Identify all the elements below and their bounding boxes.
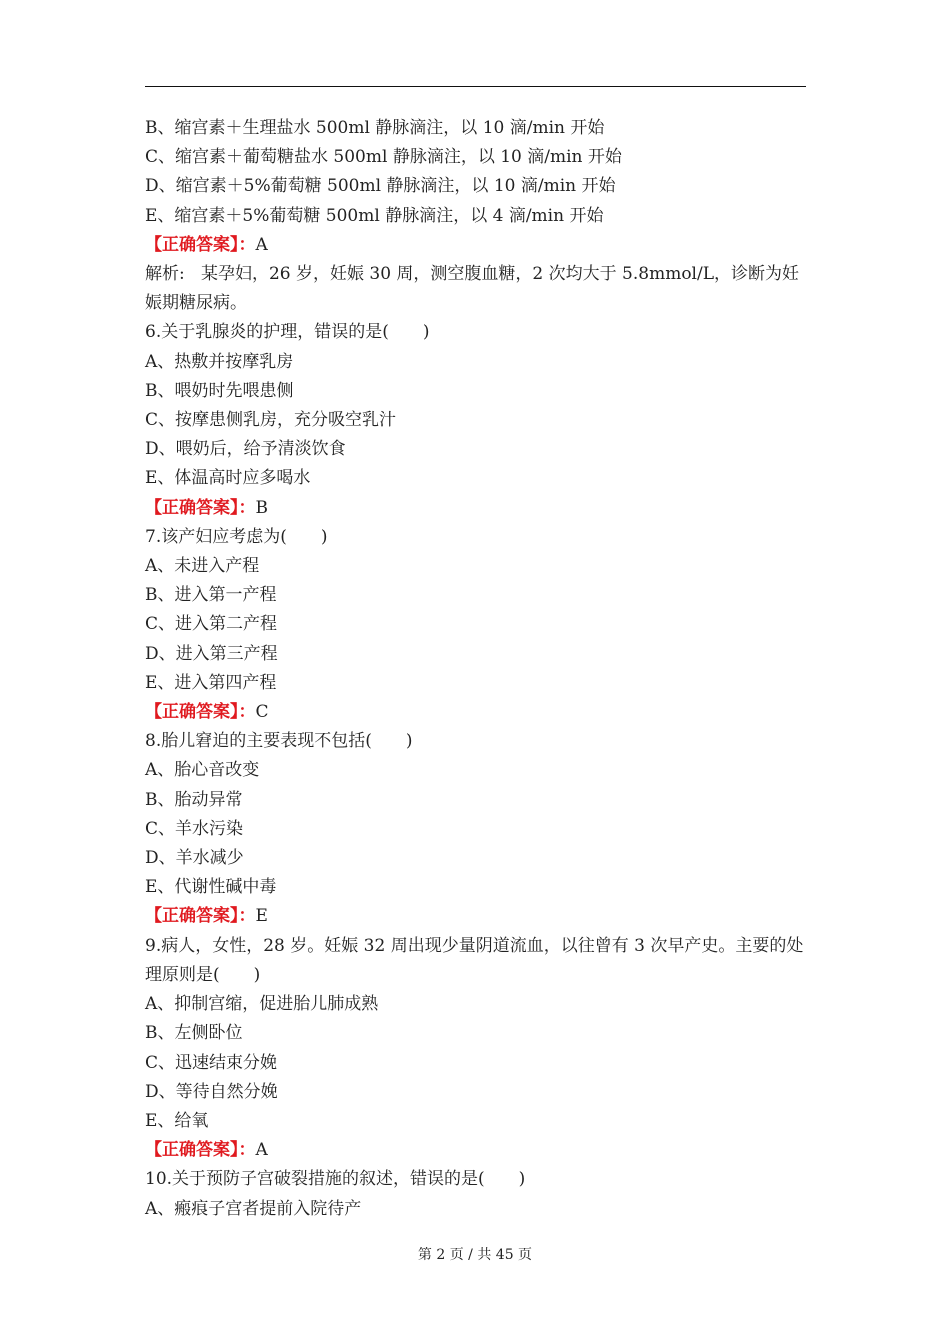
option-line: C、按摩患侧乳房，充分吸空乳汁	[145, 410, 397, 431]
option-line: D、缩宫素＋5%葡萄糖 500ml 静脉滴注，以 10 滴/min 开始	[145, 176, 616, 197]
option-line: D、喂奶后，给予清淡饮食	[145, 439, 346, 460]
answer-value: E	[255, 906, 268, 927]
answer-line	[145, 902, 807, 931]
explanation-line: 解析: 某孕妇，26 岁，妊娠 30 周，测空腹血糖，2 次均大于 5.8mmol/L，诊断为妊娠期糖尿病。	[145, 264, 800, 314]
option-line: E、给氧	[145, 1110, 209, 1131]
option-line: B、进入第一产程	[145, 585, 277, 606]
option-line: B、缩宫素＋生理盐水 500ml 静脉滴注，以 10 滴/min 开始	[145, 118, 605, 138]
answer-value: A	[255, 1140, 268, 1161]
answer-line	[145, 1136, 807, 1165]
answer-line	[145, 231, 807, 260]
option-line: C、缩宫素＋葡萄糖盐水 500ml 静脉滴注，以 10 滴/min 开始	[145, 147, 622, 168]
answer-line	[145, 494, 807, 523]
option-line: D、等待自然分娩	[145, 1081, 278, 1102]
page-content	[145, 114, 807, 1224]
option-line: C、羊水污染	[145, 818, 244, 839]
answer-value: A	[255, 234, 268, 255]
question-line: 9.病人，女性，28 岁。妊娠 32 周出现少量阴道流血，以往曾有 3 次早产史。主要的处理原则是( )	[145, 935, 804, 985]
page-footer: 第 2 页 / 共 45 页	[417, 1247, 533, 1263]
option-line: B、胎动异常	[145, 789, 243, 810]
question-line: 8.胎儿窘迫的主要表现不包括( )	[145, 731, 413, 752]
option-line: B、喂奶时先喂患侧	[145, 380, 294, 401]
option-line: D、羊水减少	[145, 848, 244, 869]
option-line: A、热敷并按摩乳房	[145, 351, 294, 372]
option-line: B、左侧卧位	[145, 1023, 243, 1044]
answer-label: 【正确答案】：	[145, 702, 256, 723]
answer-line	[145, 698, 807, 727]
option-line: C、迅速结束分娩	[145, 1052, 278, 1073]
option-line: A、胎心音改变	[145, 760, 260, 781]
option-line: A、抑制宫缩，促进胎儿肺成熟	[145, 994, 379, 1015]
header-rule	[145, 86, 806, 87]
option-line: D、进入第三产程	[145, 643, 278, 664]
answer-value: B	[255, 497, 268, 518]
answer-label: 【正确答案】：	[145, 234, 256, 255]
answer-label: 【正确答案】：	[145, 1140, 256, 1161]
question-line: 7.该产妇应考虑为( )	[145, 526, 328, 547]
option-line: A、瘢痕子宫者提前入院待产	[145, 1198, 362, 1219]
option-line: C、进入第二产程	[145, 614, 278, 635]
answer-value: C	[255, 702, 269, 723]
answer-label: 【正确答案】：	[145, 906, 256, 927]
option-line: E、体温高时应多喝水	[145, 468, 311, 489]
option-line: E、代谢性碱中毒	[145, 877, 277, 898]
option-line: A、未进入产程	[145, 556, 260, 577]
option-line: E、进入第四产程	[145, 672, 277, 693]
question-line: 10.关于预防子宫破裂措施的叙述，错误的是( )	[145, 1169, 526, 1190]
answer-label: 【正确答案】：	[145, 497, 256, 518]
question-line: 6.关于乳腺炎的护理，错误的是( )	[145, 322, 430, 343]
option-line: E、缩宫素＋5%葡萄糖 500ml 静脉滴注，以 4 滴/min 开始	[145, 205, 604, 226]
